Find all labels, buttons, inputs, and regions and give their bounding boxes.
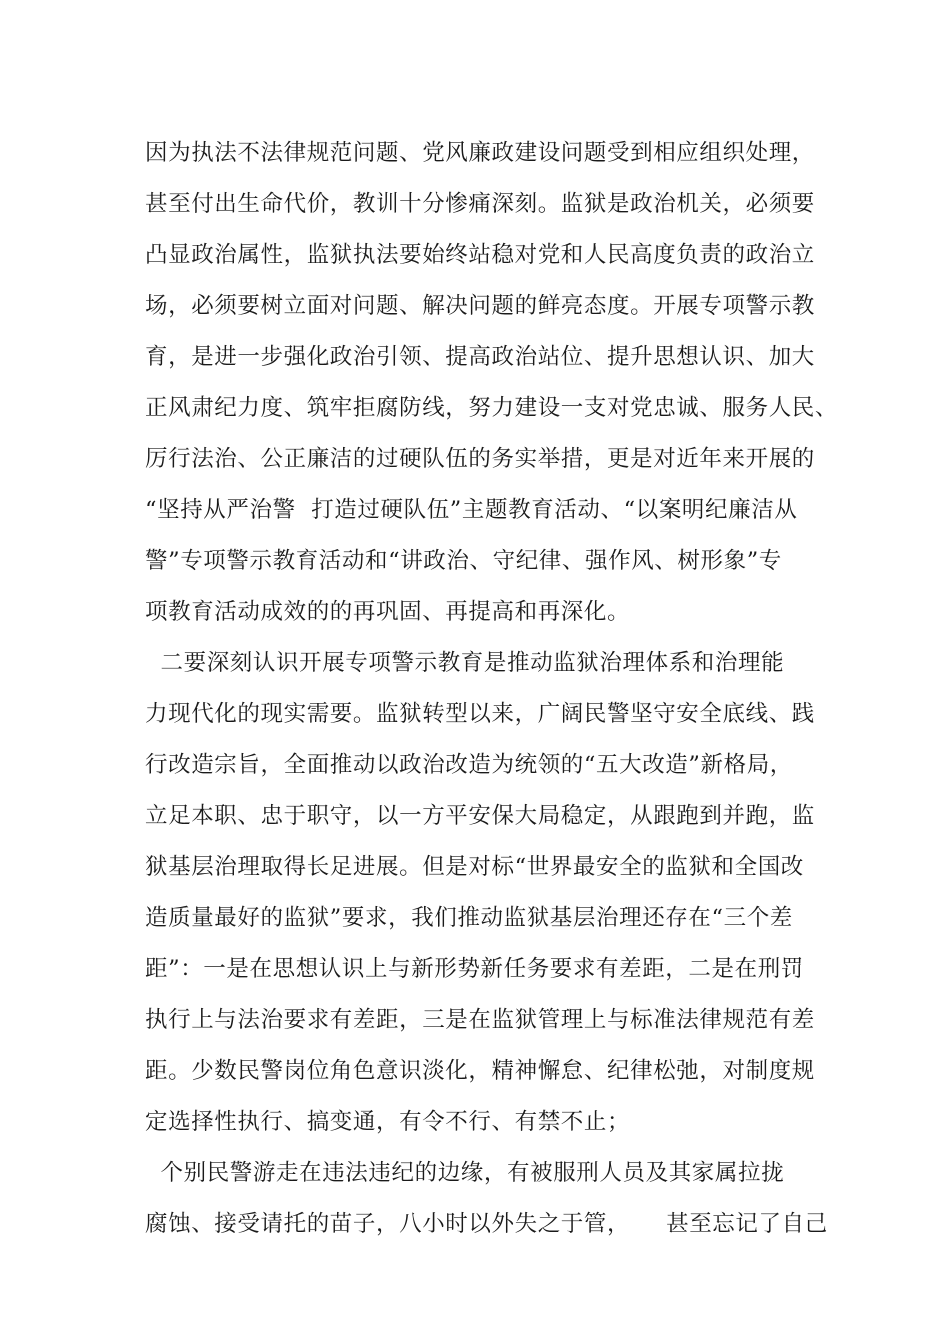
text-line: 立足本职、忠于职守，以一方平安保大局稳定，从跟跑到并跑，监 <box>145 803 815 829</box>
paragraph-start-line: 个别民警游走在违法违纪的边缘，有被服刑人员及其家属拉拢 <box>145 1160 785 1186</box>
text-line: 力现代化的现实需要。监狱转型以来，广阔民警坚守安全底线、践 <box>145 701 815 727</box>
text-line: 项教育活动成效的的再巩固、再提高和再深化。 <box>145 599 631 625</box>
text-line: 凸显政治属性，监狱执法要始终站稳对党和人民高度负责的政治立 <box>145 242 815 268</box>
text-line: 甚至付出生命代价，教训十分惨痛深刻。监狱是政治机关，必须要 <box>145 191 815 217</box>
text-line: 厉行法治、公正廉洁的过硬队伍的务实举措，更是对近年来开展的 <box>145 446 815 472</box>
text-line-part: 甚至忘记了自己 <box>666 1211 828 1237</box>
text-line: 狱基层治理取得长足进展。但是对标“世界最安全的监狱和全国改 <box>145 854 804 880</box>
paragraph-start-line: 二要深刻认识开展专项警示教育是推动监狱治理体系和治理能 <box>145 650 785 676</box>
text-line: 育，是进一步强化政治引领、提高政治站位、提升思想认识、加大 <box>145 344 815 370</box>
text-line: 行改造宗旨，全面推动以政治改造为统领的“五大改造”新格局， <box>145 752 793 778</box>
text-line: 场，必须要树立面对问题、解决问题的鲜亮态度。开展专项警示教 <box>145 293 815 319</box>
text-line-part: 腐蚀、接受请托的苗子，八小时以外失之于管， <box>145 1211 631 1237</box>
document-body <box>145 128 839 1250</box>
text-line: 造质量最好的监狱”要求，我们推动监狱基层治理还存在“三个差 <box>145 905 793 931</box>
text-line: 距。少数民警岗位角色意识淡化，精神懈怠、纪律松弛，对制度规 <box>145 1058 815 1084</box>
text-line <box>145 1199 828 1250</box>
text-line: 定选择性执行、搞变通，有令不行、有禁不止； <box>145 1109 631 1135</box>
text-line: 执行上与法治要求有差距，三是在监狱管理上与标准法律规范有差 <box>145 1007 815 1033</box>
text-line: 正风肃纪力度、筑牢拒腐防线，努力建设一支对党忠诚、服务人民、 <box>145 395 839 421</box>
text-line: 距”：一是在思想认识上与新形势新任务要求有差距，二是在刑罚 <box>145 956 804 982</box>
text-line: “坚持从严治警 打造过硬队伍”主题教育活动、“以案明纪廉洁从 <box>145 497 798 523</box>
text-line: 警”专项警示教育活动和“讲政治、守纪律、强作风、树形象”专 <box>145 548 782 574</box>
text-line: 因为执法不法律规范问题、党风廉政建设问题受到相应组织处理， <box>145 140 815 166</box>
